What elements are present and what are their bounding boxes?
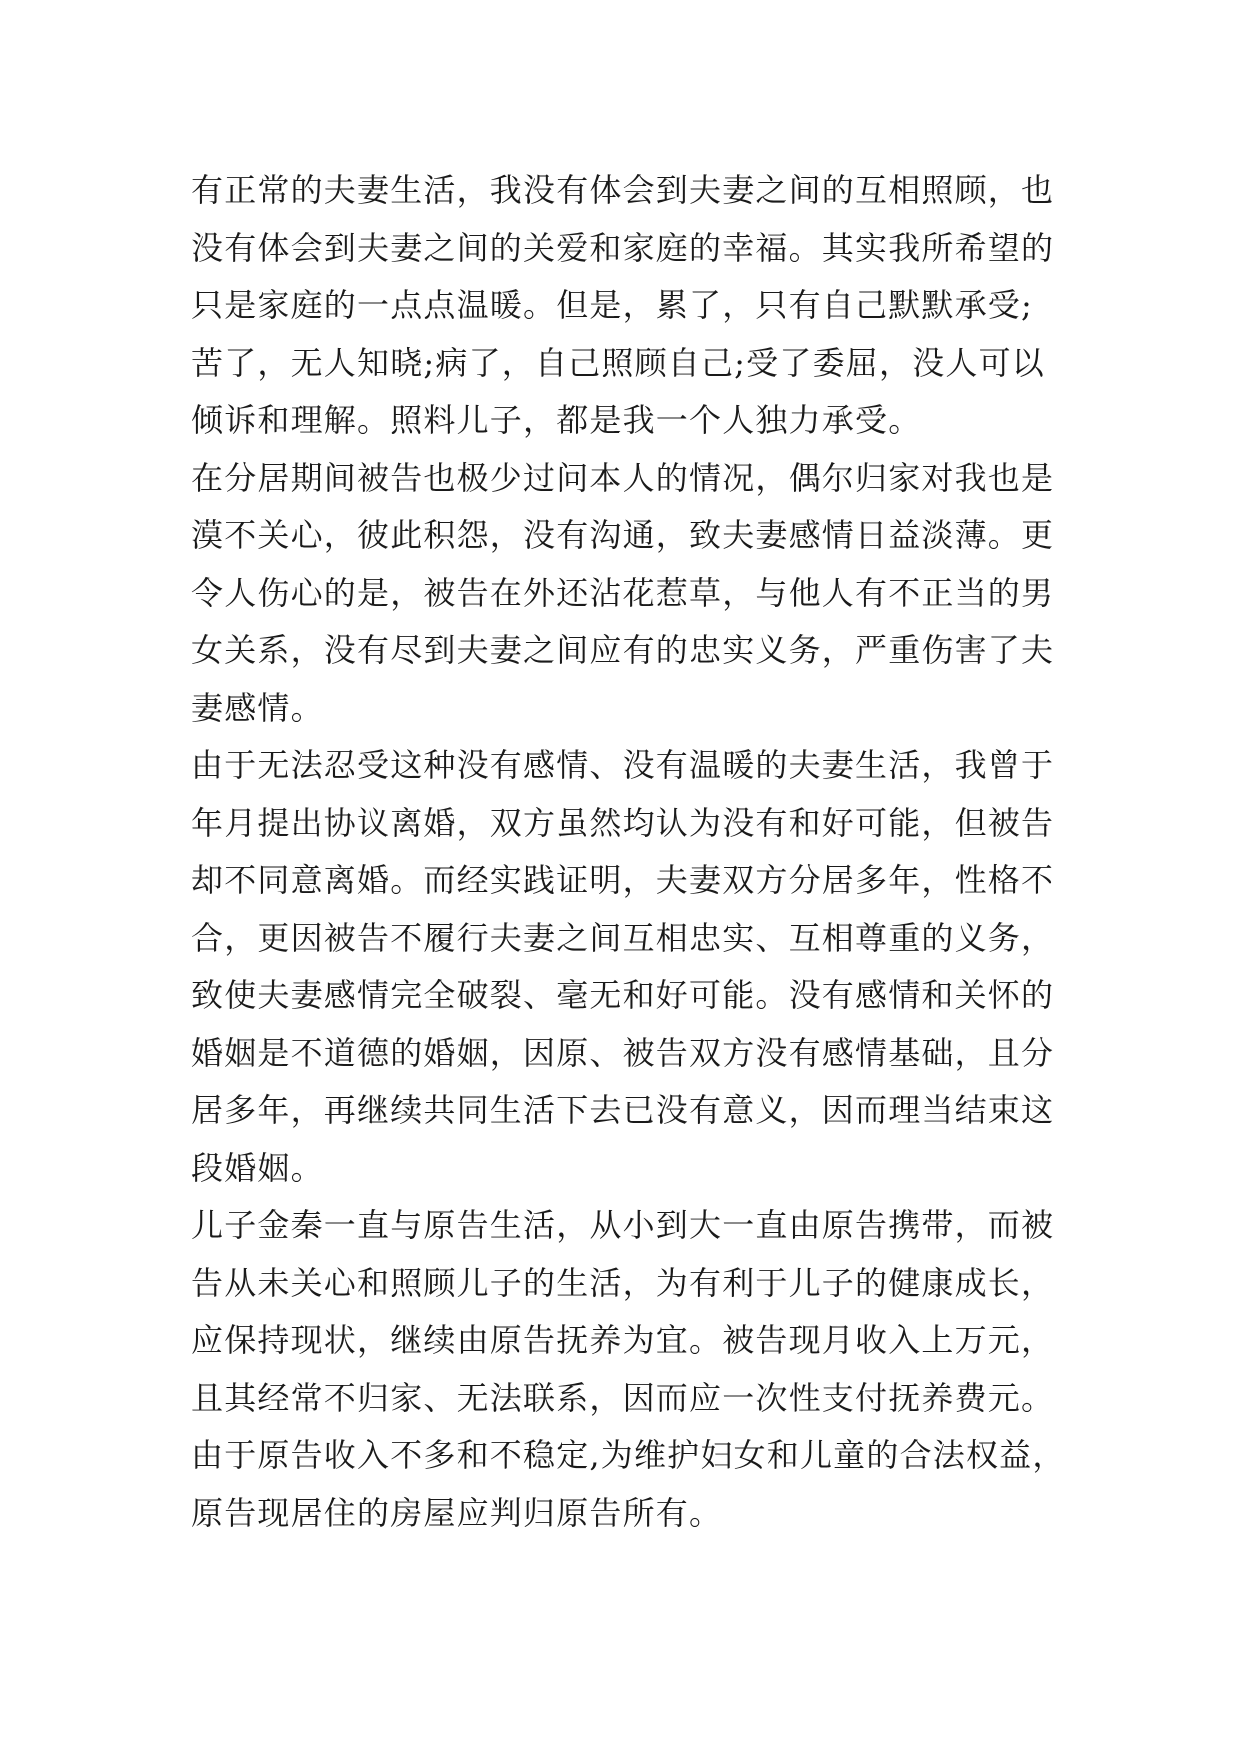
text-line: 原告现居住的房屋应判归原告所有。 [191, 1493, 723, 1532]
text-line: 却不同意离婚。而经实践证明，夫妻双方分居多年，性格不 [191, 861, 1055, 899]
text-line: 倾诉和理解。照料儿子，都是我一个人独力承受。 [191, 401, 922, 439]
text-line: 段婚姻。 [191, 1148, 324, 1187]
text-line: 婚姻是不道德的婚姻，因原、被告双方没有感情基础，且分 [191, 1033, 1055, 1072]
text-line: 由于原告收入不多和不稳定,为维护妇女和儿童的合法权益， [191, 1436, 1066, 1474]
text-line: 居多年，再继续共同生活下去已没有意义，因而理当结束这 [191, 1091, 1055, 1129]
text-line: 令人伤心的是，被告在外还沾花惹草，与他人有不正当的男 [191, 573, 1055, 612]
text-line: 女关系，没有尽到夫妻之间应有的忠实义务，严重伤害了夫 [191, 631, 1055, 669]
text-line: 儿子金秦一直与原告生活，从小到大一直由原告携带，而被 [191, 1206, 1055, 1244]
text-line: 有正常的夫妻生活，我没有体会到夫妻之间的互相照顾，也 [191, 171, 1055, 209]
text-line: 且其经常不归家、无法联系，因而应一次性支付抚养费元。 [191, 1378, 1055, 1417]
text-line: 告从未关心和照顾儿子的生活，为有利于儿子的健康成长， [191, 1263, 1055, 1302]
text-line: 只是家庭的一点点温暖。但是，累了，只有自己默默承受; [191, 286, 1033, 324]
text-line: 苦了，无人知晓;病了，自己照顾自己;受了委屈，没人可以 [191, 343, 1045, 382]
text-line: 由于无法忍受这种没有感情、没有温暖的夫妻生活，我曾于 [191, 746, 1055, 784]
text-line: 漠不关心，彼此积怨，没有沟通，致夫妻感情日益淡薄。更 [191, 516, 1055, 554]
text-line: 在分居期间被告也极少过问本人的情况，偶尔归家对我也是 [191, 458, 1055, 497]
text-line: 应保持现状，继续由原告抚养为宜。被告现月收入上万元， [191, 1321, 1055, 1359]
text-line: 合，更因被告不履行夫妻之间互相忠实、互相尊重的义务， [191, 918, 1055, 957]
text-line: 致使夫妻感情完全破裂、毫无和好可能。没有感情和关怀的 [191, 976, 1055, 1014]
text-line: 没有体会到夫妻之间的关爱和家庭的幸福。其实我所希望的 [191, 228, 1055, 267]
text-line: 年月提出协议离婚，双方虽然均认为没有和好可能，但被告 [191, 803, 1055, 842]
document-body [191, 162, 1071, 1542]
text-line: 妻感情。 [191, 688, 324, 727]
